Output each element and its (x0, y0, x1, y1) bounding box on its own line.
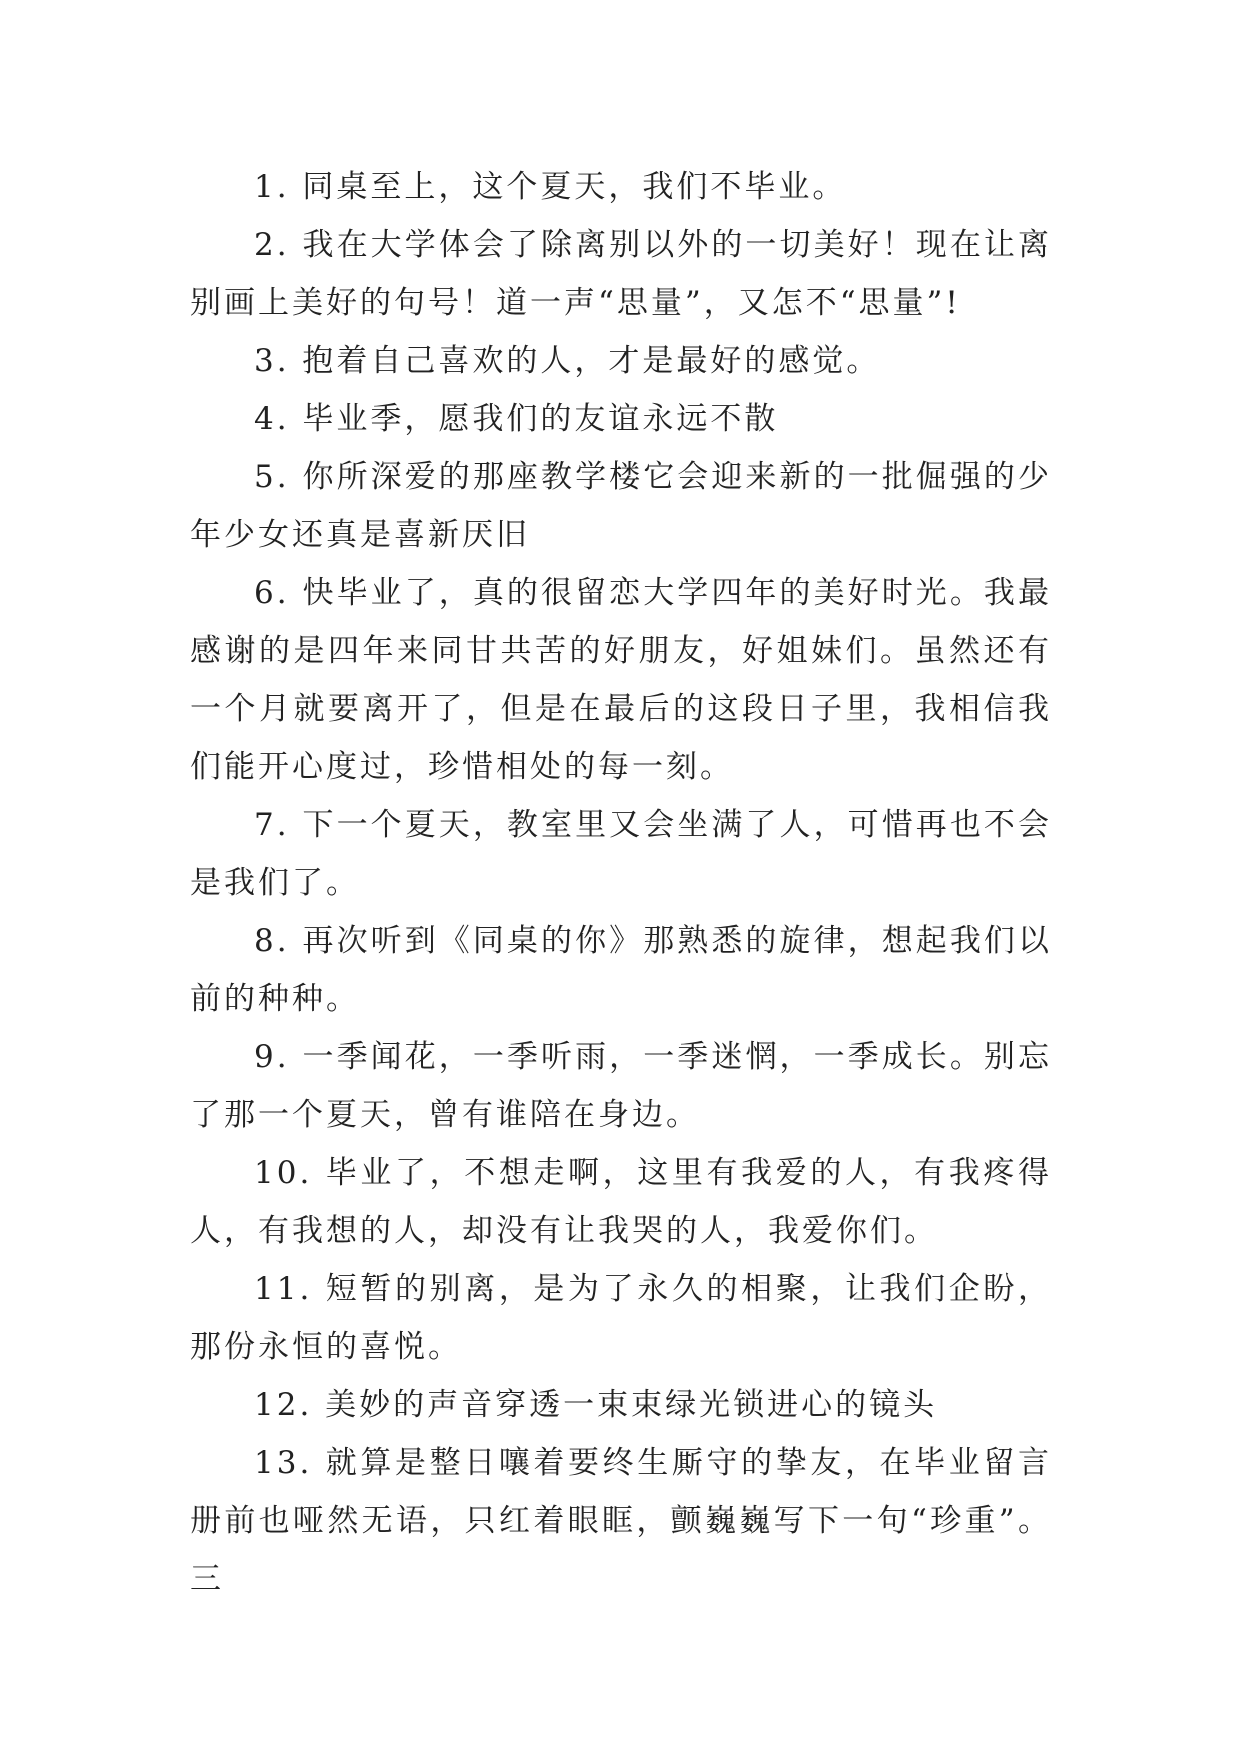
paragraph-2: 2. 我在大学体会了除离别以外的一切美好！现在让离别画上美好的句号！道一声“思量”，又怎不“思量”! (190, 227, 1052, 321)
paragraph-11: 11. 短暂的别离，是为了永久的相聚，让我们企盼，那份永恒的喜悦。 (190, 1271, 1052, 1365)
paragraph-8: 8. 再次听到《同桌的你》那熟悉的旋律，想起我们以前的种种。 (190, 923, 1052, 1017)
paragraph-12: 12. 美妙的声音穿透一束束绿光锁进心的镜头 (254, 1387, 938, 1423)
document-body (190, 158, 1052, 1608)
paragraph-3: 3. 抱着自己喜欢的人，才是最好的感觉。 (254, 343, 881, 379)
paragraph-7: 7. 下一个夏天，教室里又会坐满了人，可惜再也不会是我们了。 (190, 807, 1052, 901)
paragraph-4: 4. 毕业季，愿我们的友谊永远不散 (254, 401, 779, 437)
paragraph-1: 1. 同桌至上，这个夏天，我们不毕业。 (254, 169, 847, 205)
paragraph-6: 6. 快毕业了，真的很留恋大学四年的美好时光。我最感谢的是四年来同甘共苦的好朋友，好姐妹们。虽然还有一个月就要离开了，但是在最后的这段日子里，我相信我们能开心度过，珍惜相处的每一刻。 (190, 575, 1052, 785)
paragraph-10: 10. 毕业了，不想走啊，这里有我爱的人，有我疼得人，有我想的人，却没有让我哭的人，我爱你们。 (190, 1155, 1052, 1249)
paragraph-13: 13. 就算是整日嚷着要终生厮守的挚友，在毕业留言册前也哑然无语，只红着眼眶，颤巍巍写下一句“珍重”。三 (190, 1445, 1052, 1597)
paragraph-9: 9. 一季闻花，一季听雨，一季迷惘，一季成长。别忘了那一个夏天，曾有谁陪在身边。 (190, 1039, 1052, 1133)
paragraph-5: 5. 你所深爱的那座教学楼它会迎来新的一批倔强的少年少女还真是喜新厌旧 (190, 459, 1052, 553)
